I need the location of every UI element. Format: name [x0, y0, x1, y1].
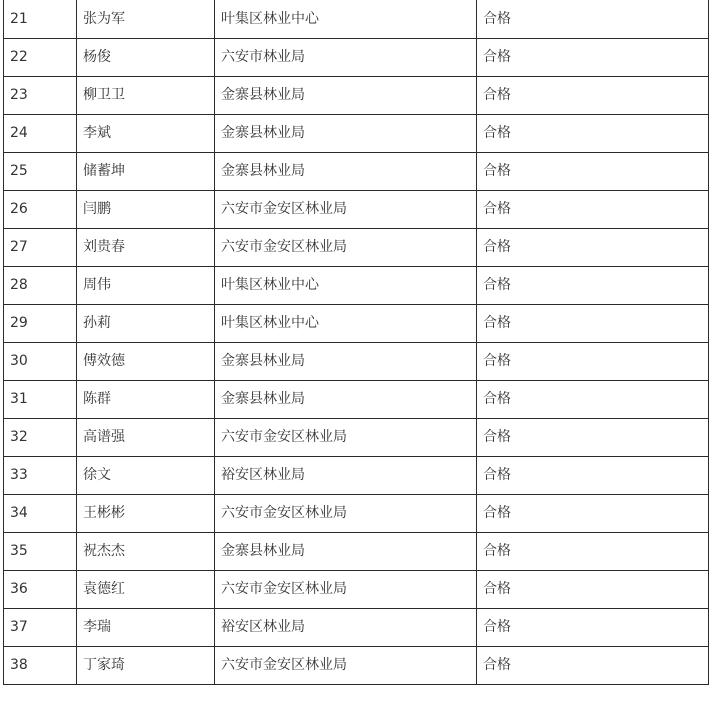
name-cell: 傅效德 — [77, 342, 215, 380]
unit-cell: 金寨县林业局 — [215, 380, 477, 418]
table-row — [4, 190, 709, 228]
name-cell: 袁德红 — [77, 570, 215, 608]
unit-cell: 金寨县林业局 — [215, 76, 477, 114]
unit-cell: 金寨县林业局 — [215, 114, 477, 152]
unit-cell: 六安市林业局 — [215, 38, 477, 76]
name-cell: 高谱强 — [77, 418, 215, 456]
table-row — [4, 38, 709, 76]
result-cell: 合格 — [477, 532, 709, 570]
result-cell: 合格 — [477, 608, 709, 646]
result-cell: 合格 — [477, 114, 709, 152]
result-cell: 合格 — [477, 570, 709, 608]
unit-cell: 叶集区林业中心 — [215, 266, 477, 304]
row-number-cell: 35 — [4, 532, 77, 570]
result-cell: 合格 — [477, 494, 709, 532]
row-number-cell: 34 — [4, 494, 77, 532]
results-table-body — [4, 0, 709, 684]
unit-cell: 六安市金安区林业局 — [215, 494, 477, 532]
name-cell: 李斌 — [77, 114, 215, 152]
name-cell: 丁家琦 — [77, 646, 215, 684]
name-cell: 张为军 — [77, 0, 215, 38]
row-number-cell: 25 — [4, 152, 77, 190]
table-row — [4, 608, 709, 646]
table-row — [4, 342, 709, 380]
row-number-cell: 37 — [4, 608, 77, 646]
unit-cell: 六安市金安区林业局 — [215, 228, 477, 266]
name-cell: 陈群 — [77, 380, 215, 418]
unit-cell: 六安市金安区林业局 — [215, 418, 477, 456]
name-cell: 徐文 — [77, 456, 215, 494]
row-number-cell: 27 — [4, 228, 77, 266]
unit-cell: 六安市金安区林业局 — [215, 570, 477, 608]
row-number-cell: 21 — [4, 0, 77, 38]
result-cell: 合格 — [477, 380, 709, 418]
row-number-cell: 33 — [4, 456, 77, 494]
name-cell: 祝杰杰 — [77, 532, 215, 570]
results-table — [3, 0, 709, 685]
table-row — [4, 380, 709, 418]
table-row — [4, 304, 709, 342]
name-cell: 储蓄坤 — [77, 152, 215, 190]
unit-cell: 裕安区林业局 — [215, 456, 477, 494]
table-row — [4, 228, 709, 266]
row-number-cell: 32 — [4, 418, 77, 456]
name-cell: 周伟 — [77, 266, 215, 304]
table-row — [4, 570, 709, 608]
row-number-cell: 38 — [4, 646, 77, 684]
table-row — [4, 152, 709, 190]
row-number-cell: 29 — [4, 304, 77, 342]
result-cell: 合格 — [477, 152, 709, 190]
result-cell: 合格 — [477, 228, 709, 266]
unit-cell: 金寨县林业局 — [215, 342, 477, 380]
result-cell: 合格 — [477, 76, 709, 114]
row-number-cell: 22 — [4, 38, 77, 76]
result-cell: 合格 — [477, 646, 709, 684]
unit-cell: 叶集区林业中心 — [215, 0, 477, 38]
unit-cell: 金寨县林业局 — [215, 532, 477, 570]
name-cell: 柳卫卫 — [77, 76, 215, 114]
result-cell: 合格 — [477, 0, 709, 38]
row-number-cell: 30 — [4, 342, 77, 380]
table-row — [4, 266, 709, 304]
result-cell: 合格 — [477, 456, 709, 494]
table-row — [4, 114, 709, 152]
row-number-cell: 26 — [4, 190, 77, 228]
row-number-cell: 28 — [4, 266, 77, 304]
table-row — [4, 456, 709, 494]
result-cell: 合格 — [477, 418, 709, 456]
result-cell: 合格 — [477, 266, 709, 304]
row-number-cell: 31 — [4, 380, 77, 418]
table-row — [4, 76, 709, 114]
unit-cell: 六安市金安区林业局 — [215, 190, 477, 228]
name-cell: 杨俊 — [77, 38, 215, 76]
result-cell: 合格 — [477, 304, 709, 342]
table-row — [4, 646, 709, 684]
name-cell: 闫鹏 — [77, 190, 215, 228]
unit-cell: 金寨县林业局 — [215, 152, 477, 190]
table-row — [4, 0, 709, 38]
table-row — [4, 532, 709, 570]
table-row — [4, 418, 709, 456]
row-number-cell: 23 — [4, 76, 77, 114]
name-cell: 李瑞 — [77, 608, 215, 646]
name-cell: 王彬彬 — [77, 494, 215, 532]
table-row — [4, 494, 709, 532]
name-cell: 刘贵春 — [77, 228, 215, 266]
result-cell: 合格 — [477, 38, 709, 76]
row-number-cell: 24 — [4, 114, 77, 152]
name-cell: 孙莉 — [77, 304, 215, 342]
unit-cell: 裕安区林业局 — [215, 608, 477, 646]
result-cell: 合格 — [477, 190, 709, 228]
unit-cell: 叶集区林业中心 — [215, 304, 477, 342]
result-cell: 合格 — [477, 342, 709, 380]
unit-cell: 六安市金安区林业局 — [215, 646, 477, 684]
row-number-cell: 36 — [4, 570, 77, 608]
